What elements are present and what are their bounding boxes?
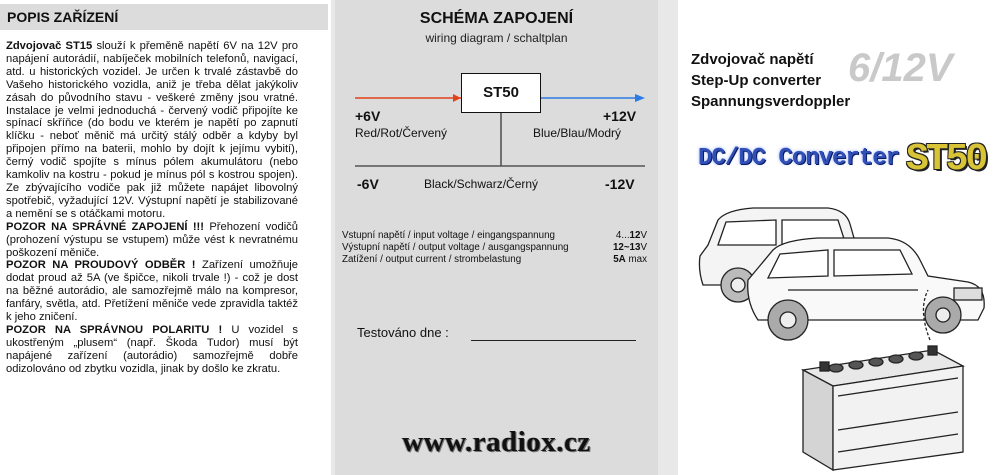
warning-polarity-text: U vozidel s ukostřeným „plusem“ (např. Škoda Tudor) musí být napájené zařízení (autorádio) samozřejmě dobře odizolováno od zbytku vozidla, jinak by došlo ke zkratu. (6, 323, 299, 375)
output-wire-color: Blue/Blau/Modrý (533, 126, 622, 140)
spec-label: Vstupní napětí / input voltage / eingangspannung (342, 230, 555, 241)
spec-value: 4...12V (615, 230, 647, 241)
ground-right-voltage: -12V (605, 176, 635, 192)
ground-left-voltage: -6V (357, 176, 379, 192)
spec-table (342, 230, 647, 266)
product-title-en: Step-Up converter (691, 72, 822, 89)
tested-date-field (471, 340, 636, 341)
product-name: Zdvojovač ST15 (6, 40, 93, 52)
tested-date-label: Testováno dne : (357, 325, 449, 340)
spec-label: Výstupní napětí / output voltage / ausgangspannung (342, 242, 569, 253)
warning-current-title: POZOR NA PROUDOVÝ ODBĚR ! (6, 259, 196, 272)
product-panel (678, 0, 1001, 475)
warning-wiring-title: POZOR NA SPRÁVNÉ ZAPOJENÍ !!! (6, 220, 205, 233)
dcdc-converter-logo: DC/DC Converter (698, 145, 900, 172)
converter-box: ST50 (461, 73, 541, 113)
input-voltage: +6V (355, 108, 381, 124)
spec-row-input (342, 230, 647, 242)
description-body: slouží k přeměně napětí 6V na 12V pro napájení autorádií, nabíječek mobilních telefonů, navigací, atd. u historických vozidel. Je určen k trvalé zástavbě do Vašeho historického vozidla, aniž je třeba dělat jakýkoliv zásah do původního stavu - veškeré změny jsou vratné. Instalace je velmi jednoduchá - červený vodič připojíte ke spínací skříňce (do bodu ve kterém je napětí po zapnutí klíčku - neboť měnič má určitý stálý odběr a kdyby byl připojen přímo na baterii, mohlo by dojít k jejímu vybití), černý vodič spojíte s mínus pólem akumulátoru (nebo kamkoliv na kostru - pokud je mínus pól s kostrou spojen). Ze zbývajícího vodiče pak již můžete napájet libovolný spotřebič, vyžadující 12V. Výstupní napětí je stabilizované a nemění se s otáčkami motoru. (6, 40, 298, 220)
description-header (0, 4, 328, 30)
spec-value: 12~13V (612, 242, 647, 253)
spec-label: Zatížení / output current / strombelastung (342, 254, 522, 265)
description-text (6, 40, 298, 376)
warning-wiring-text: Přehození vodičů (prohození výstupu se vstupem) může vést k nevratnému poškození měniče. (6, 220, 298, 259)
output-arrow-icon (635, 94, 645, 102)
ground-wire-color: Black/Schwarz/Černý (424, 177, 539, 191)
cars-battery-illustration (678, 190, 1001, 475)
warning-polarity-title: POZOR NA SPRÁVNOU POLARITU ! (6, 323, 223, 336)
spec-row-output (342, 242, 647, 254)
website-link[interactable]: www.radiox.cz (402, 426, 591, 458)
product-title-cz: Zdvojovač napětí (691, 51, 814, 68)
model-logo: ST50 (906, 138, 986, 181)
product-title-de: Spannungsverdoppler (691, 93, 851, 110)
wiring-title: SCHÉMA ZAPOJENÍ (419, 10, 574, 27)
input-wire-color: Red/Rot/Červený (355, 126, 448, 140)
description-panel (0, 0, 331, 475)
warning-current-text: Zařízení umožňuje dodat proud až 5A (ve špičce, nikoli trvale !) - což je dost na běžné autorádio, ale samozřejmě málo na kompresor, fanfáry, světla, atd. Přetížení měniče vede zpravidla taktéž k jeho zničení. (6, 259, 298, 324)
input-arrow-icon (453, 94, 461, 102)
description-title: POPIS ZAŘÍZENÍ (7, 9, 119, 25)
output-voltage: +12V (603, 108, 637, 124)
spec-value: 5A max (613, 254, 647, 265)
spec-row-current (342, 254, 647, 266)
voltage-watermark: 6/12V (848, 46, 953, 90)
wiring-subtitle: wiring diagram / schaltplan (425, 31, 568, 45)
wiring-panel (335, 0, 658, 475)
